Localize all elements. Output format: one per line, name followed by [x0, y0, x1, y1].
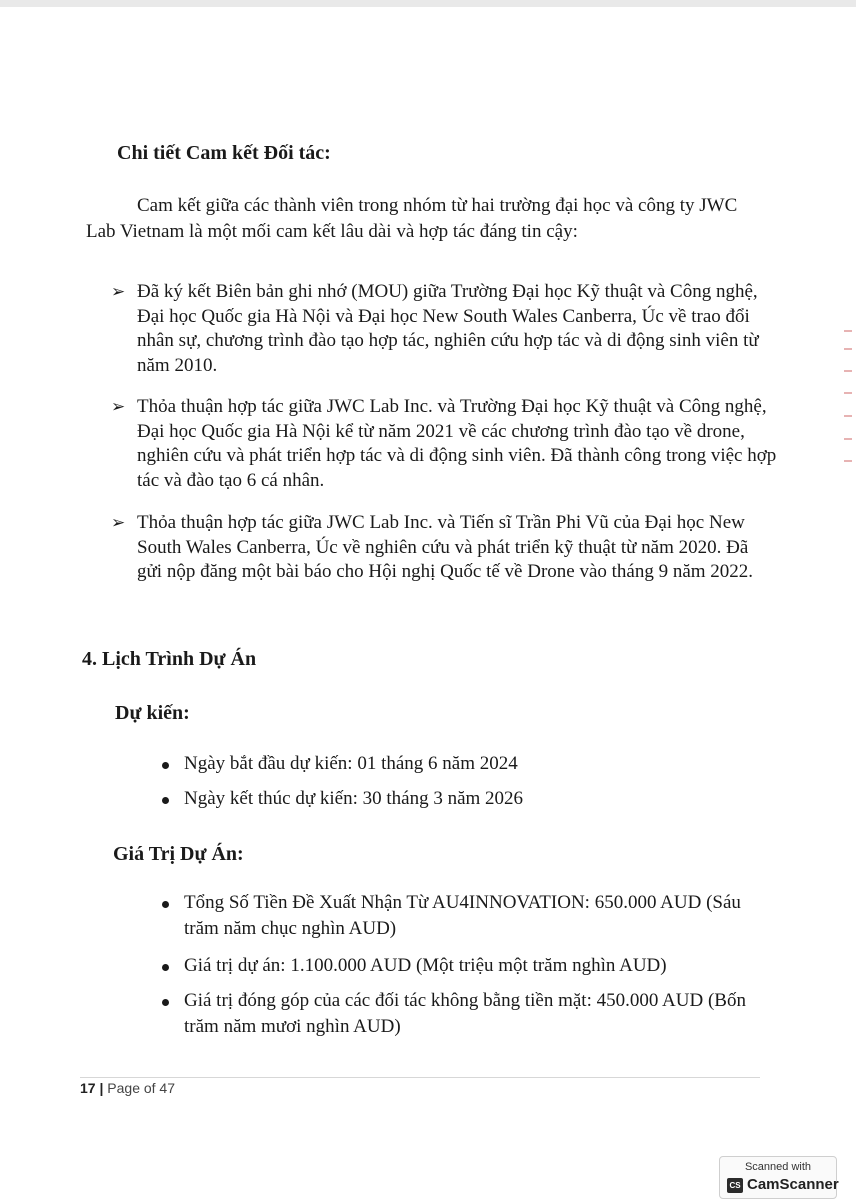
camscanner-logo-icon: CS — [727, 1178, 743, 1193]
arrow-bullet-icon: ➢ — [111, 513, 126, 533]
partner-intro-paragraph: Cam kết giữa các thành viên trong nhóm từ hai trường đại học và công ty JWC Lab Vietnam là một mối cam kết lâu dài và hợp tác đáng tin cậy: — [86, 195, 738, 242]
arrow-bullet-icon: ➢ — [111, 397, 126, 417]
page-footer — [80, 1080, 175, 1096]
bullet-dot-icon — [162, 762, 169, 769]
partner-item-text: Đã ký kết Biên bản ghi nhớ (MOU) giữa Trường Đại học Kỹ thuật và Công nghệ, Đại học Quốc gia Hà Nội và Đại học New South Wales Canberra, Úc về trao đổi nhân sự, chương trình đào tạo hợp tác, nghiên cứu hợp tác và di động sinh viên từ năm 2010. — [137, 281, 759, 376]
value-item-text: Giá trị dự án: 1.100.000 AUD (Một triệu một trăm nghìn AUD) — [184, 955, 667, 976]
stamp-fragment — [844, 330, 854, 480]
arrow-bullet-icon: ➢ — [111, 282, 126, 302]
partner-commitment-heading: Chi tiết Cam kết Đối tác: — [117, 142, 331, 164]
value-item-text: Giá trị đóng góp của các đối tác không bằng tiền mặt: 450.000 AUD (Bốn trăm năm mươi nghìn AUD) — [184, 990, 746, 1037]
scan-top-edge — [0, 0, 856, 7]
bullet-dot-icon — [162, 797, 169, 804]
bullet-dot-icon — [162, 964, 169, 971]
footer-divider — [80, 1077, 760, 1078]
planned-item-text: Ngày kết thúc dự kiến: 30 tháng 3 năm 2026 — [184, 788, 524, 809]
camscanner-name: CamScanner — [747, 1176, 839, 1193]
schedule-section-heading: 4. Lịch Trình Dự Án — [82, 648, 257, 670]
scanned-with-label: Scanned with — [744, 1161, 812, 1173]
value-item-text: Tổng Số Tiền Đề Xuất Nhận Từ AU4INNOVATION: 650.000 AUD (Sáu trăm năm chục nghìn AUD) — [184, 892, 741, 939]
bullet-dot-icon — [162, 901, 169, 908]
camscanner-badge — [719, 1156, 837, 1199]
partner-item-text: Thỏa thuận hợp tác giữa JWC Lab Inc. và Trường Đại học Kỹ thuật và Công nghệ, Đại học Quốc gia Hà Nội kể từ năm 2021 về các chương trình đào tạo về drone, nghiên cứu và phát triển hợp tác và di động sinh viên. Đã thành công trong việc hợp tác và đào tạo 6 cá nhân. — [137, 396, 777, 491]
page-label: Page of 47 — [107, 1080, 176, 1096]
planned-item-text: Ngày bắt đầu dự kiến: 01 tháng 6 năm 2024 — [184, 753, 518, 774]
partner-item-text: Thỏa thuận hợp tác giữa JWC Lab Inc. và Tiến sĩ Trần Phi Vũ của Đại học New South Wales Canberra, Úc về nghiên cứu và phát triển kỹ thuật từ năm 2020. Đã gửi nộp đăng một bài báo cho Hội nghị Quốc tế về Drone vào tháng 9 năm 2022. — [137, 512, 754, 582]
project-value-heading: Giá Trị Dự Án: — [113, 843, 244, 865]
bullet-dot-icon — [162, 999, 169, 1006]
planned-heading: Dự kiến: — [115, 702, 190, 724]
page-number: 17 — [80, 1080, 96, 1096]
footer-separator: | — [99, 1080, 104, 1096]
